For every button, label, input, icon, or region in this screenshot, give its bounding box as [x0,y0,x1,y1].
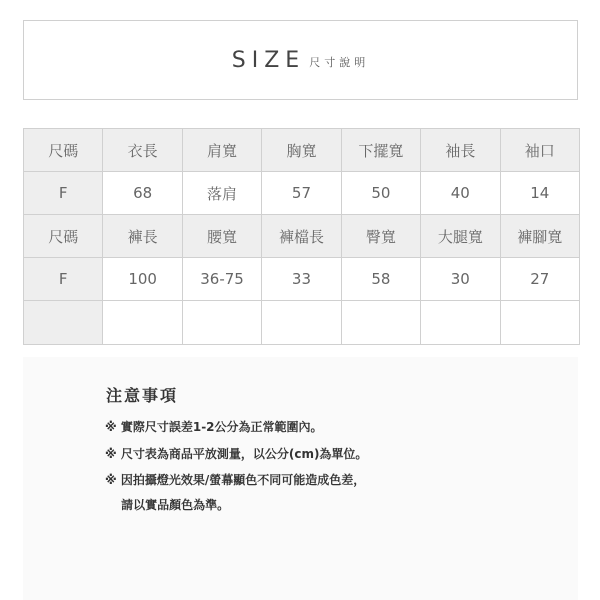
table-cell: 58 [341,258,420,301]
note-line-2: ※ 尺寸表為商品平放測量，以公分(cm)為單位。 [105,447,368,461]
table-cell [262,301,341,345]
size-table [23,128,580,345]
table-cell: 36-75 [182,258,261,301]
table-cell: F [24,172,103,215]
table-cell: 落肩 [182,172,261,215]
table-cell: 14 [500,172,579,215]
note-line-3: ※ 因拍攝燈光效果/螢幕顯色不同可能造成色差， [105,473,366,487]
table-header-cell: 胸寬 [262,129,341,172]
note-line-1: ※ 實際尺寸誤差1-2公分為正常範圍內。 [105,420,323,434]
table-cell: 27 [500,258,579,301]
table-cell: 57 [262,172,341,215]
table-header-cell: 腰寬 [182,215,261,258]
table-row [24,215,580,258]
table-header-cell: 衣長 [103,129,182,172]
table-cell [341,301,420,345]
table-header-cell: 褲長 [103,215,182,258]
table-header-cell: 臀寬 [341,215,420,258]
table-header-cell: 肩寬 [182,129,261,172]
table-cell [103,301,182,345]
table-cell: 100 [103,258,182,301]
table-header-cell: 袖口 [500,129,579,172]
table-header-cell: 下擺寬 [341,129,420,172]
table-header-cell: 尺碼 [24,215,103,258]
notes-title: 注意事項 [106,386,179,405]
table-row [24,301,580,345]
table-cell: 50 [341,172,420,215]
table-row [24,129,580,172]
table-cell: 30 [421,258,500,301]
table-header-cell: 褲腳寬 [500,215,579,258]
table-header-cell: 大腿寬 [421,215,500,258]
title-box [23,20,578,100]
table-cell: 33 [262,258,341,301]
table-cell [24,301,103,345]
table-cell: F [24,258,103,301]
table-cell [500,301,579,345]
notes-section [23,357,578,600]
table-header-cell: 尺碼 [24,129,103,172]
table-cell [182,301,261,345]
table-cell [421,301,500,345]
table-row [24,172,580,215]
page-title: SIZE [231,47,306,73]
table-header-cell: 袖長 [421,129,500,172]
table-row [24,258,580,301]
page-subtitle: 尺寸說明 [309,56,370,69]
table-cell: 68 [103,172,182,215]
table-header-cell: 褲檔長 [262,215,341,258]
note-line-4: 請以實品顏色為準。 [105,498,230,512]
table-cell: 40 [421,172,500,215]
